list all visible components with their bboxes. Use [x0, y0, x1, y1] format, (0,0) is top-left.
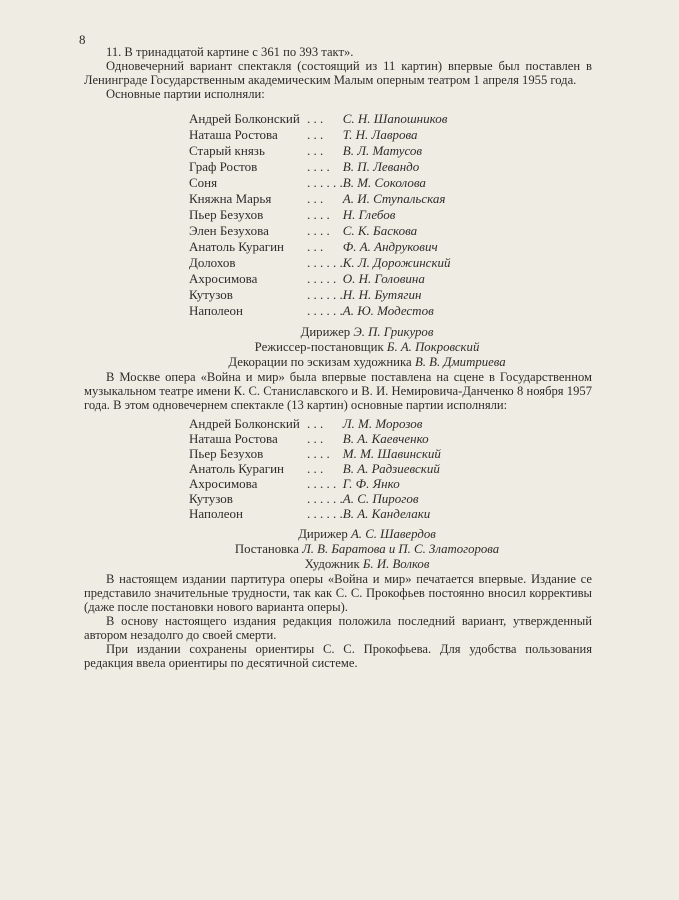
cast-leader-dots: . . .	[307, 431, 324, 446]
cast-row	[189, 223, 451, 239]
credit-sets-line	[142, 355, 592, 370]
cast-table-leningrad	[189, 111, 451, 319]
paragraph-edition-basis: В основу настоящего издания редакция положила последний вариант, утвержденный автором незадолго до своей смерти.	[84, 614, 592, 642]
cast-row	[189, 111, 451, 127]
cast-row	[189, 207, 451, 223]
credit-director-line	[142, 340, 592, 355]
cast-actor: А. И. Ступальская	[342, 191, 446, 206]
cast-actor: Г. Ф. Янко	[342, 476, 400, 491]
cast-leader-dots: . . . . .	[307, 476, 337, 491]
cast-row	[189, 159, 451, 175]
cast-actor: А. Ю. Модестов	[342, 303, 434, 318]
cast-actor: Ф. А. Андрукович	[342, 239, 438, 254]
cast-row	[189, 446, 441, 461]
cast-leader-dots: . . . .	[307, 159, 330, 174]
cast-row	[189, 271, 451, 287]
cast-role: Пьер Безухов	[189, 446, 264, 461]
cast-actor: А. С. Пирогов	[342, 491, 419, 506]
cast-role: Элен Безухова	[189, 223, 269, 238]
cast-role: Анатоль Курагин	[189, 239, 284, 254]
credit-conductor-line	[142, 325, 592, 340]
cast-actor: В. Л. Матусов	[342, 143, 423, 158]
cast-actor: Т. Н. Лаврова	[342, 127, 418, 142]
cast-leader-dots: . . .	[307, 127, 324, 142]
credit-label: Художник	[304, 557, 360, 571]
cast-leader-dots: . . . . . .	[307, 175, 343, 190]
cast-role: Кутузов	[189, 287, 233, 302]
cast-leader-dots: . . . .	[307, 223, 330, 238]
cast-row	[189, 476, 441, 491]
cast-role: Наташа Ростова	[189, 431, 278, 446]
cast-leader-dots: . . . .	[307, 207, 330, 222]
paragraph-edition-note: В настоящем издании партитура оперы «Война и мир» печатается впервые. Издание се представило значительные трудности, так как С. С. Прокофьев постоянно вносил коррективы (даже после постановки нового варианта оперы).	[84, 572, 592, 614]
credits-moscow	[84, 527, 592, 572]
page-content	[84, 45, 592, 670]
cast-leader-dots: . . . . . .	[307, 287, 343, 302]
cast-actor: В. А. Каевченко	[342, 431, 429, 446]
cast-actor: С. К. Баскова	[342, 223, 418, 238]
cast-role: Княжна Марья	[189, 191, 272, 206]
cast-actor: О. Н. Головина	[342, 271, 425, 286]
cast-role: Старый князь	[189, 143, 265, 158]
paragraph-note-11: 11. В тринадцатой картине с 361 по 393 такт».	[106, 45, 354, 59]
cast-leader-dots: . . . . . .	[307, 491, 343, 506]
cast-leader-dots: . . . . . .	[307, 506, 343, 521]
credit-name: Э. П. Грикуров	[353, 325, 434, 339]
credit-conductor-line	[142, 527, 592, 542]
credits-leningrad	[84, 325, 592, 370]
cast-row	[189, 191, 451, 207]
cast-row	[189, 431, 441, 446]
cast-actor: К. Л. Дорожинский	[342, 255, 451, 270]
cast-role: Граф Ростов	[189, 159, 258, 174]
cast-row	[189, 491, 441, 506]
cast-row	[189, 239, 451, 255]
credit-name: В. В. Дмитриева	[414, 355, 506, 369]
cast-leader-dots: . . . . . .	[307, 303, 343, 318]
cast-actor: Н. Н. Бутягин	[342, 287, 422, 302]
cast-leader-dots: . . .	[307, 111, 324, 126]
cast-role: Анатоль Курагин	[189, 461, 284, 476]
cast-leader-dots: . . .	[307, 461, 324, 476]
cast-actor: М. М. Шавинский	[342, 446, 441, 461]
cast-leader-dots: . . . .	[307, 446, 330, 461]
cast-actor: В. А. Канделаки	[342, 506, 431, 521]
cast-actor: Л. М. Морозов	[342, 416, 423, 431]
credit-name: Б. А. Покровский	[386, 340, 480, 354]
credit-label: Постановка	[234, 542, 299, 556]
paragraph-orientation-marks: При издании сохранены ориентиры С. С. Прокофьева. Для удобства пользования редакция ввела ориентиры по десятичной системе.	[84, 642, 592, 670]
cast-role: Пьер Безухов	[189, 207, 264, 222]
paragraph-moscow-premiere: В Москве опера «Война и мир» была впервые поставлена на сцене в Государственном музыкальном театре имени К. С. Станиславского и В. И. Немировича-Данченко 8 ноября 1957 года. В этом одновечернем спектакле (13 картин) основные партии исполняли:	[84, 370, 592, 412]
cast-role: Наполеон	[189, 506, 243, 521]
credit-name: А. С. Шавердов	[350, 527, 436, 541]
page-number: 8	[79, 32, 86, 47]
credit-label: Дирижер	[300, 325, 351, 339]
credit-staging-line	[142, 542, 592, 557]
cast-row	[189, 461, 441, 476]
credit-label: Режиссер-постановщик	[254, 340, 384, 354]
cast-role: Андрей Болконский	[189, 111, 300, 126]
cast-row	[189, 303, 451, 319]
cast-actor: С. Н. Шапошников	[342, 111, 448, 126]
cast-row	[189, 506, 441, 521]
cast-table-moscow	[189, 416, 441, 521]
cast-leader-dots: . . . . . .	[307, 255, 343, 270]
cast-leader-dots: . . .	[307, 191, 324, 206]
cast-role: Наполеон	[189, 303, 243, 318]
cast-row	[189, 255, 451, 271]
cast-role: Соня	[189, 175, 218, 190]
cast-role: Долохов	[189, 255, 236, 270]
credit-label: Декорации по эскизам художника	[228, 355, 412, 369]
cast-actor: В. М. Соколова	[342, 175, 426, 190]
cast-row	[189, 416, 441, 431]
cast-leader-dots: . . .	[307, 239, 324, 254]
cast-actor: В. П. Левандо	[342, 159, 420, 174]
paragraph-leningrad-premiere: Одновечерний вариант спектакля (состоящий из 11 картин) впервые был поставлен в Ленинграде Государственным академическим Малым оперным театром 1 апреля 1955 года.	[84, 59, 592, 87]
paragraph-cast-intro: Основные партии исполняли:	[106, 87, 265, 101]
cast-leader-dots: . . . . .	[307, 271, 337, 286]
cast-actor: Н. Глебов	[342, 207, 396, 222]
cast-actor: В. А. Радзиевский	[342, 461, 440, 476]
credit-label: Дирижер	[298, 527, 348, 541]
cast-row	[189, 127, 451, 143]
cast-role: Андрей Болконский	[189, 416, 300, 431]
cast-row	[189, 143, 451, 159]
cast-role: Ахросимова	[189, 476, 258, 491]
cast-role: Кутузов	[189, 491, 233, 506]
cast-row	[189, 287, 451, 303]
credit-name: Б. И. Волков	[362, 557, 430, 571]
cast-row	[189, 175, 451, 191]
cast-leader-dots: . . .	[307, 143, 324, 158]
cast-leader-dots: . . .	[307, 416, 324, 431]
cast-role: Наташа Ростова	[189, 127, 278, 142]
credit-name: Л. В. Баратова и П. С. Златогорова	[302, 542, 500, 556]
cast-role: Ахросимова	[189, 271, 258, 286]
credit-artist-line	[142, 557, 592, 572]
